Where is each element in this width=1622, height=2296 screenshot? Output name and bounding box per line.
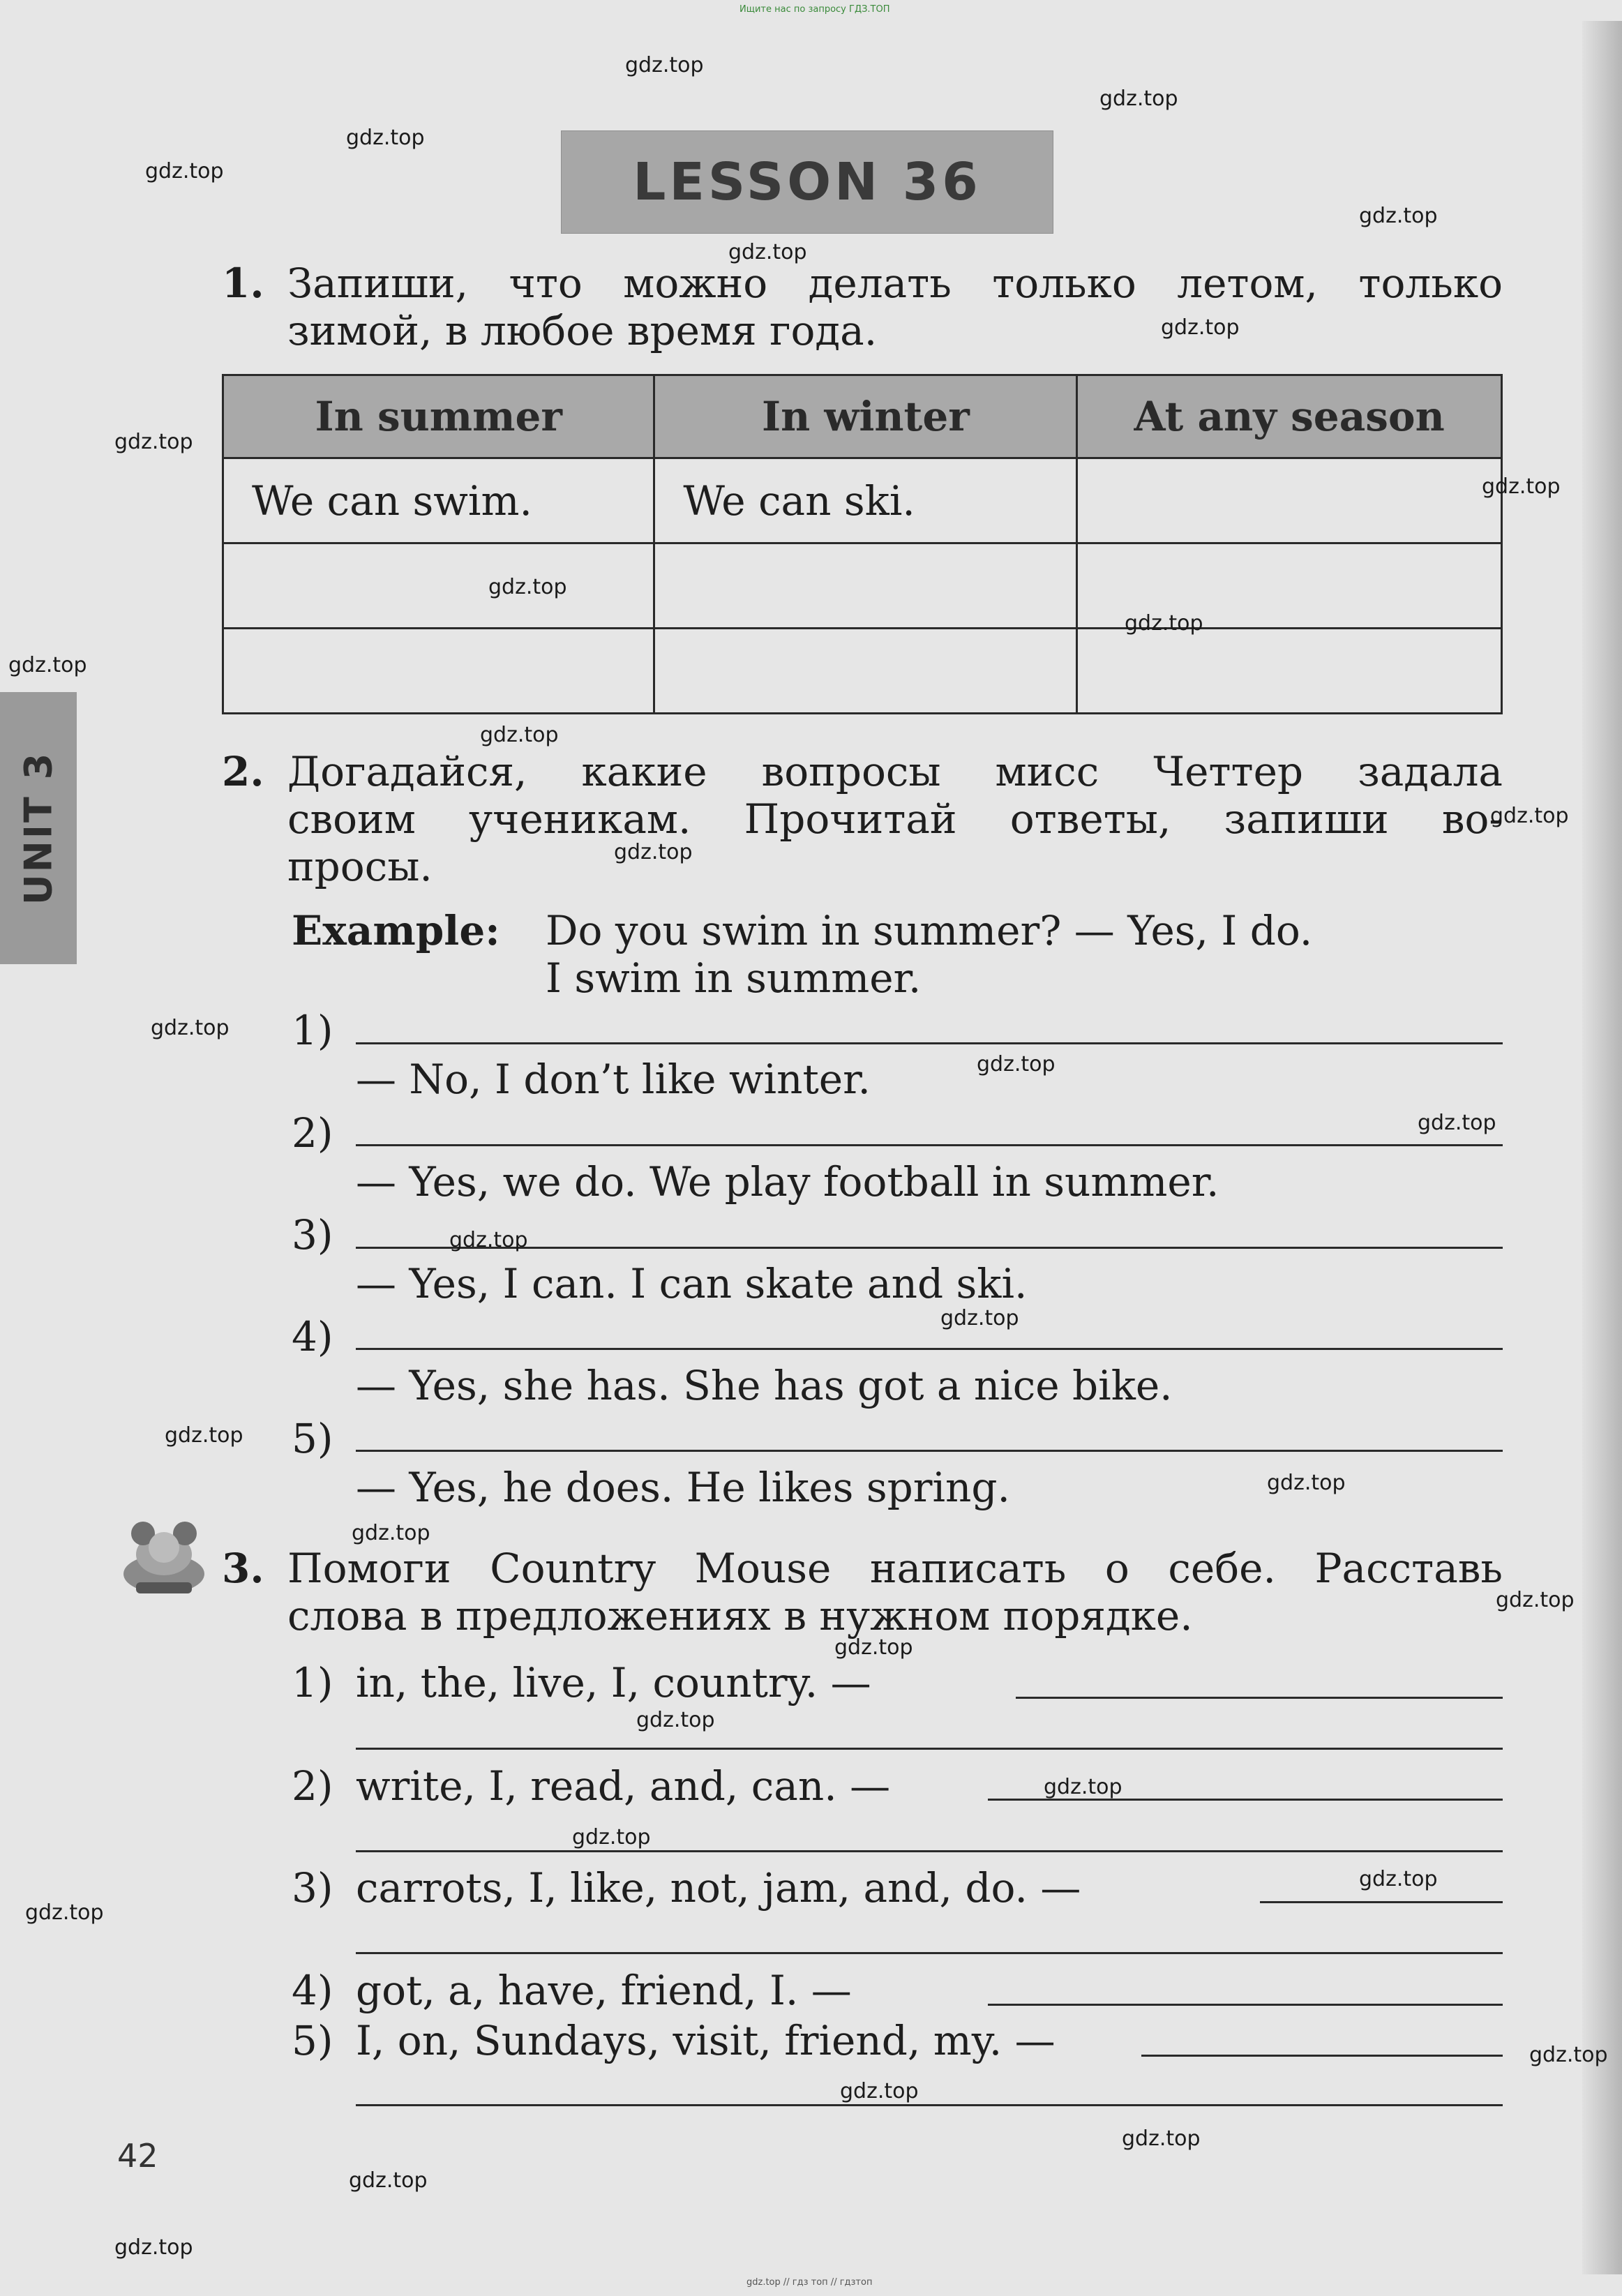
watermark: gdz.top	[1044, 1775, 1122, 1799]
country-mouse-icon	[112, 1513, 216, 1603]
s5-answer-line-2[interactable]	[356, 2104, 1503, 2106]
q4-response: — Yes, she has. She has got a nice bike.	[356, 1362, 1173, 1409]
watermark: gdz.top	[151, 1016, 230, 1040]
s5-words: I, on, Sundays, visit, friend, my. —	[356, 2017, 1056, 2064]
example-label: Example:	[292, 907, 500, 954]
watermark: gdz.top	[1099, 87, 1178, 111]
cell-summer-1[interactable]: We can swim.	[223, 458, 654, 543]
watermark: gdz.top	[1359, 1867, 1438, 1891]
watermark: gdz.top	[145, 159, 224, 183]
cell-any-3[interactable]	[1077, 629, 1502, 714]
s4-words: got, a, have, friend, I. —	[356, 1967, 852, 2014]
q5-answer-line[interactable]	[356, 1450, 1503, 1452]
lesson-title: LESSON 36	[561, 130, 1053, 234]
s4-number: 4)	[292, 1967, 333, 2014]
watermark: gdz.top	[840, 2079, 919, 2103]
s3-number: 3)	[292, 1864, 333, 1912]
cell-summer-3[interactable]	[223, 629, 654, 714]
q5-number: 5)	[292, 1415, 333, 1462]
s1-words: in, the, live, I, country. —	[356, 1659, 871, 1706]
watermark: gdz.top	[728, 240, 807, 264]
s2-words: write, I, read, and, can. —	[356, 1762, 891, 1810]
q3-response: — Yes, I can. I can skate and ski.	[356, 1260, 1028, 1307]
watermark: gdz.top	[1529, 2043, 1608, 2067]
q2-answer-line[interactable]	[356, 1144, 1503, 1146]
watermark: gdz.top	[1161, 315, 1240, 340]
exercise-3-instruction-line1: Помоги Country Mouse написать о себе. Расставь	[287, 1545, 1503, 1592]
s3-words: carrots, I, like, not, jam, and, do. —	[356, 1864, 1081, 1912]
watermark: gdz.top	[1496, 1588, 1575, 1612]
watermark: gdz.top	[449, 1228, 528, 1252]
page-number: 42	[117, 2137, 158, 2175]
q3-number: 3)	[292, 1211, 333, 1259]
s5-answer-line[interactable]	[1141, 2055, 1503, 2057]
cell-any-1[interactable]	[1077, 458, 1502, 543]
table-row	[223, 629, 1502, 714]
watermark: gdz.top	[977, 1052, 1056, 1076]
watermark: gdz.top	[636, 1708, 715, 1732]
cell-winter-2[interactable]	[654, 543, 1077, 629]
exercise-1-number: 1.	[222, 260, 264, 307]
watermark: gdz.top	[1418, 1111, 1496, 1135]
watermark: gdz.top	[25, 1900, 104, 1925]
cell-summer-2[interactable]	[223, 543, 654, 629]
exercise-2-instruction-line1: Догадайся, какие вопросы мисс Четтер задала	[287, 748, 1503, 795]
q1-answer-line[interactable]	[356, 1042, 1503, 1044]
q4-answer-line[interactable]	[356, 1348, 1503, 1350]
exercise-2-instruction-line3: просы.	[287, 843, 433, 890]
q3-answer-line[interactable]	[356, 1247, 1503, 1249]
cell-winter-3[interactable]	[654, 629, 1077, 714]
header-in-summer: In summer	[223, 375, 654, 458]
q1-response: — No, I don’t like winter.	[356, 1056, 871, 1103]
s3-answer-line[interactable]	[1260, 1901, 1503, 1903]
exercise-3-number: 3.	[222, 1545, 264, 1592]
header-any-season: At any season	[1077, 375, 1502, 458]
watermark: gdz.top	[114, 2235, 193, 2260]
example-question: Do you swim in summer? — Yes, I do.	[546, 907, 1313, 954]
exercise-1-instruction-line2: зимой, в любое время года.	[287, 307, 878, 354]
watermark: gdz.top	[834, 1635, 913, 1660]
s1-answer-line[interactable]	[1016, 1697, 1503, 1699]
watermark: gdz.top	[1490, 804, 1569, 828]
s1-number: 1)	[292, 1659, 333, 1706]
exercise-3-instruction-line2: слова в предложениях в нужном порядке.	[287, 1592, 1193, 1640]
watermark: gdz.top	[940, 1306, 1019, 1330]
seasons-table	[222, 374, 1503, 714]
s3-answer-line-2[interactable]	[356, 1952, 1503, 1954]
watermark: gdz.top	[8, 653, 87, 677]
watermark: gdz.top	[614, 840, 693, 864]
s1-answer-line-2[interactable]	[356, 1748, 1503, 1750]
watermark: gdz.top	[1122, 2126, 1201, 2151]
q5-response: — Yes, he does. He likes spring.	[356, 1464, 1010, 1511]
watermark: gdz.top	[572, 1825, 651, 1849]
table-row	[223, 543, 1502, 629]
table-row	[223, 458, 1502, 543]
exercise-2-number: 2.	[222, 748, 264, 795]
watermark: gdz.top	[1359, 204, 1438, 228]
example-answer: I swim in summer.	[546, 954, 922, 1002]
header-in-winter: In winter	[654, 375, 1077, 458]
watermark: gdz.top	[349, 2168, 428, 2193]
q4-number: 4)	[292, 1313, 333, 1360]
watermark: gdz.top	[1482, 474, 1561, 499]
watermark: gdz.top	[346, 126, 425, 150]
watermark: gdz.top	[114, 430, 193, 454]
watermark: gdz.top	[480, 723, 559, 747]
exercise-1-instruction-line1: Запиши, что можно делать только летом, только	[287, 260, 1503, 307]
unit-label: UNIT 3	[16, 751, 61, 906]
watermark: gdz.top	[165, 1423, 243, 1448]
q1-number: 1)	[292, 1007, 333, 1054]
bottom-promo-text: gdz.top // гдз топ // гдзтоп	[746, 2277, 873, 2288]
s4-answer-line[interactable]	[988, 2004, 1503, 2006]
watermark: gdz.top	[1267, 1471, 1346, 1495]
page-edge-shadow	[1582, 21, 1622, 2274]
s5-number: 5)	[292, 2017, 333, 2064]
s2-answer-line-2[interactable]	[356, 1850, 1503, 1852]
unit-side-tab	[0, 692, 77, 964]
q2-response: — Yes, we do. We play football in summer.	[356, 1158, 1219, 1206]
watermark: gdz.top	[488, 575, 567, 599]
exercise-2-instruction-line2: своим ученикам. Прочитай ответы, запиши во-	[287, 795, 1503, 843]
table-header-row	[223, 375, 1502, 458]
watermark: gdz.top	[625, 53, 704, 77]
watermark: gdz.top	[1125, 611, 1203, 636]
top-promo-text: Ищите нас по запросу ГДЗ.ТОП	[739, 4, 890, 15]
q2-number: 2)	[292, 1109, 333, 1157]
cell-winter-1[interactable]: We can ski.	[654, 458, 1077, 543]
s2-number: 2)	[292, 1762, 333, 1810]
watermark: gdz.top	[352, 1521, 430, 1545]
